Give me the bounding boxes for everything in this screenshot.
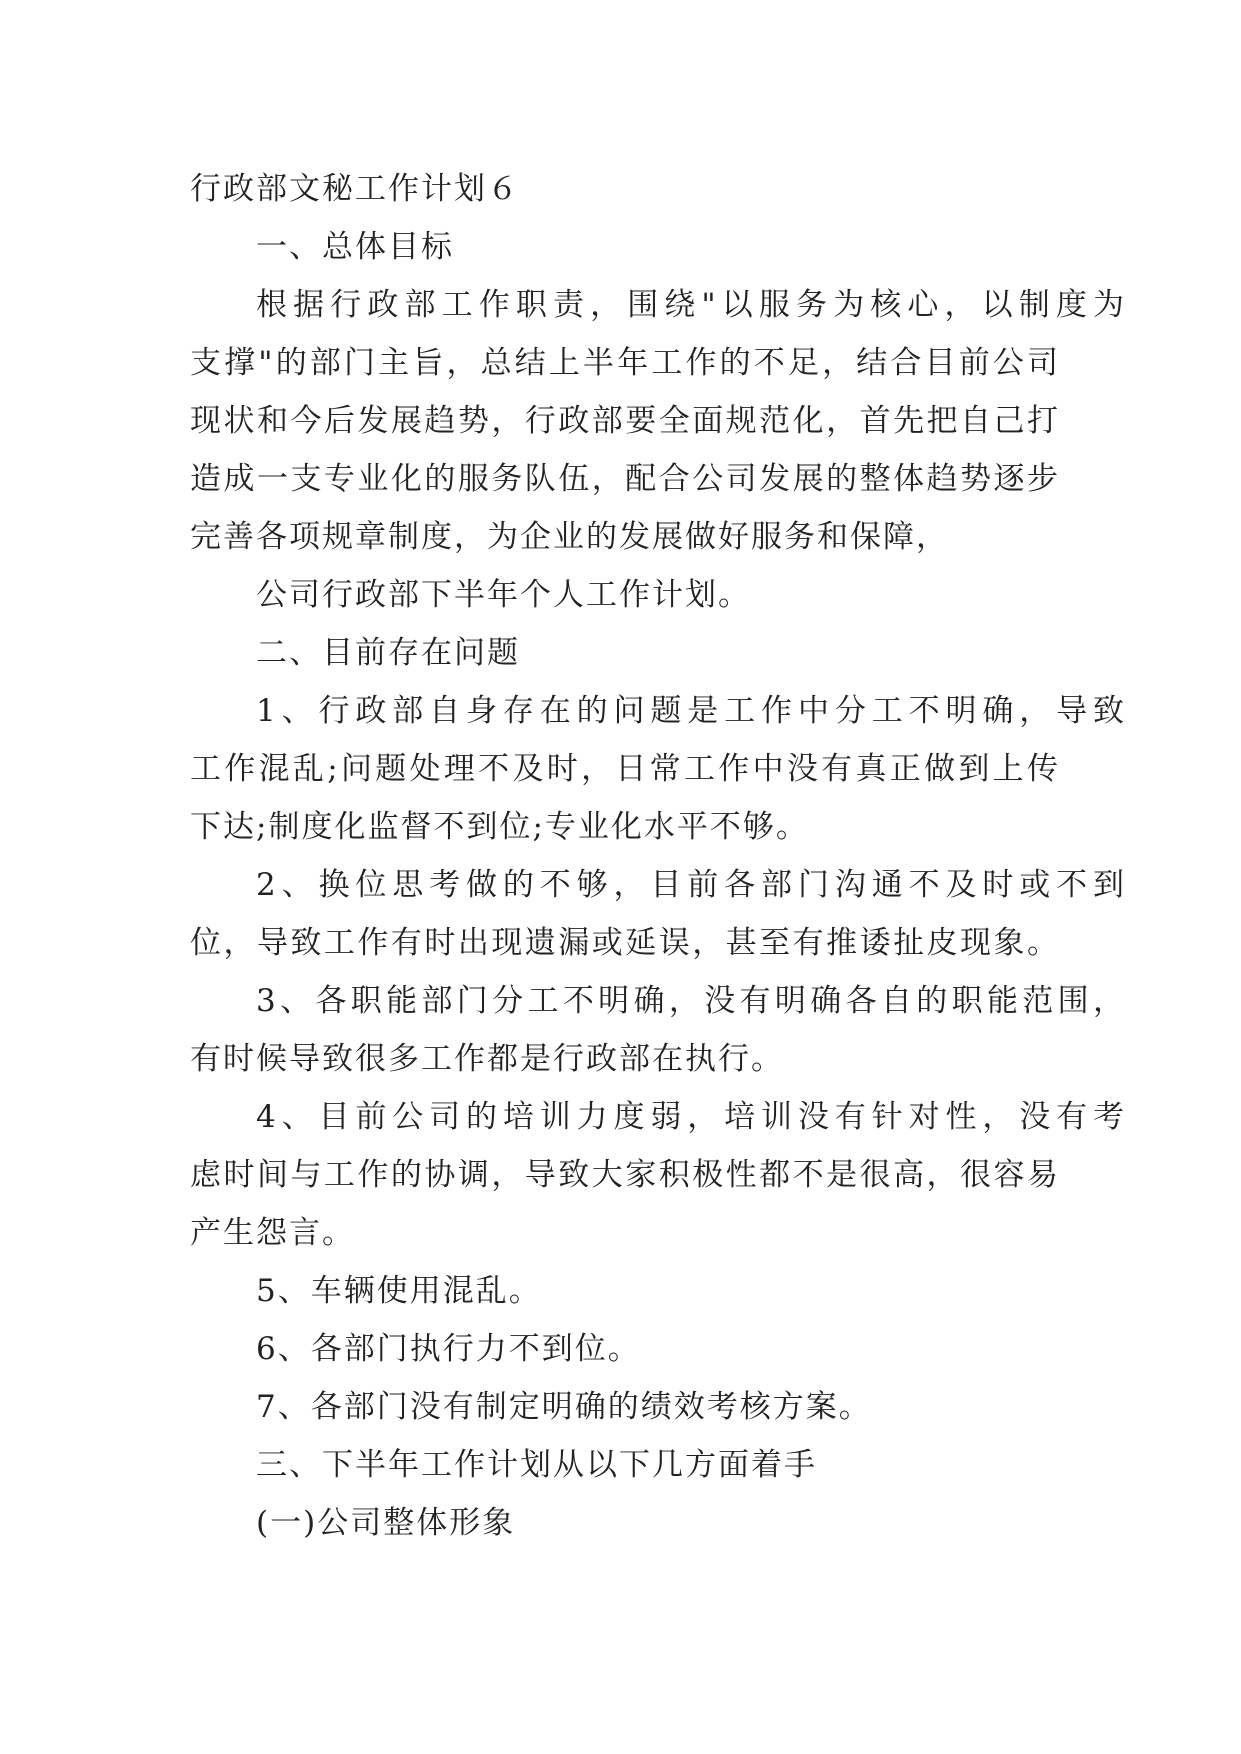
paragraph-line: 公司行政部下半年个人工作计划。 (256, 577, 751, 613)
paragraph-line: 7、各部门没有制定明确的绩效考核方案。 (256, 1389, 872, 1425)
paragraph-line: 下达;制度化监督不到位;专业化水平不够。 (190, 809, 809, 845)
section-heading: 二、目前存在问题 (256, 635, 520, 671)
paragraph-line: 造成一支专业化的服务队伍，配合公司发展的整体趋势逐步 (190, 461, 1060, 497)
paragraph-line: 工作混乱;问题处理不及时，日常工作中没有真正做到上传 (190, 751, 1060, 787)
paragraph-line: 支撑"的部门主旨，总结上半年工作的不足，结合目前公司 (190, 345, 1060, 381)
paragraph-line: 1、行政部自身存在的问题是工作中分工不明确，导致 (256, 693, 1126, 729)
document-body (190, 160, 1126, 1552)
section-heading: 三、下半年工作计划从以下几方面着手 (256, 1447, 817, 1483)
paragraph-line: 位，导致工作有时出现遗漏或延误，甚至有推诿扯皮现象。 (190, 925, 1060, 961)
paragraph-line: 有时候导致很多工作都是行政部在执行。 (190, 1041, 784, 1077)
paragraph-line: 6、各部门执行力不到位。 (256, 1331, 641, 1367)
paragraph-line: 完善各项规章制度，为企业的发展做好服务和保障， (190, 519, 949, 555)
paragraph-line: 5、车辆使用混乱。 (256, 1273, 542, 1309)
document-title: 行政部文秘工作计划６ (190, 171, 520, 207)
paragraph-line: 现状和今后发展趋势，行政部要全面规范化，首先把自己打 (190, 403, 1060, 439)
paragraph-line: 产生怨言。 (190, 1215, 355, 1251)
section-heading: 一、总体目标 (256, 229, 454, 265)
paragraph-line: 4、目前公司的培训力度弱，培训没有针对性，没有考 (256, 1099, 1126, 1135)
paragraph-line: 根据行政部工作职责，围绕"以服务为核心，以制度为 (256, 287, 1126, 323)
subsection-heading: (一)公司整体形象 (256, 1505, 516, 1541)
paragraph-line: 2、换位思考做的不够，目前各部门沟通不及时或不到 (256, 867, 1126, 903)
paragraph-line: 虑时间与工作的协调，导致大家积极性都不是很高，很容易 (190, 1157, 1060, 1193)
paragraph-line: 3、各职能部门分工不明确，没有明确各自的职能范围， (256, 983, 1126, 1019)
